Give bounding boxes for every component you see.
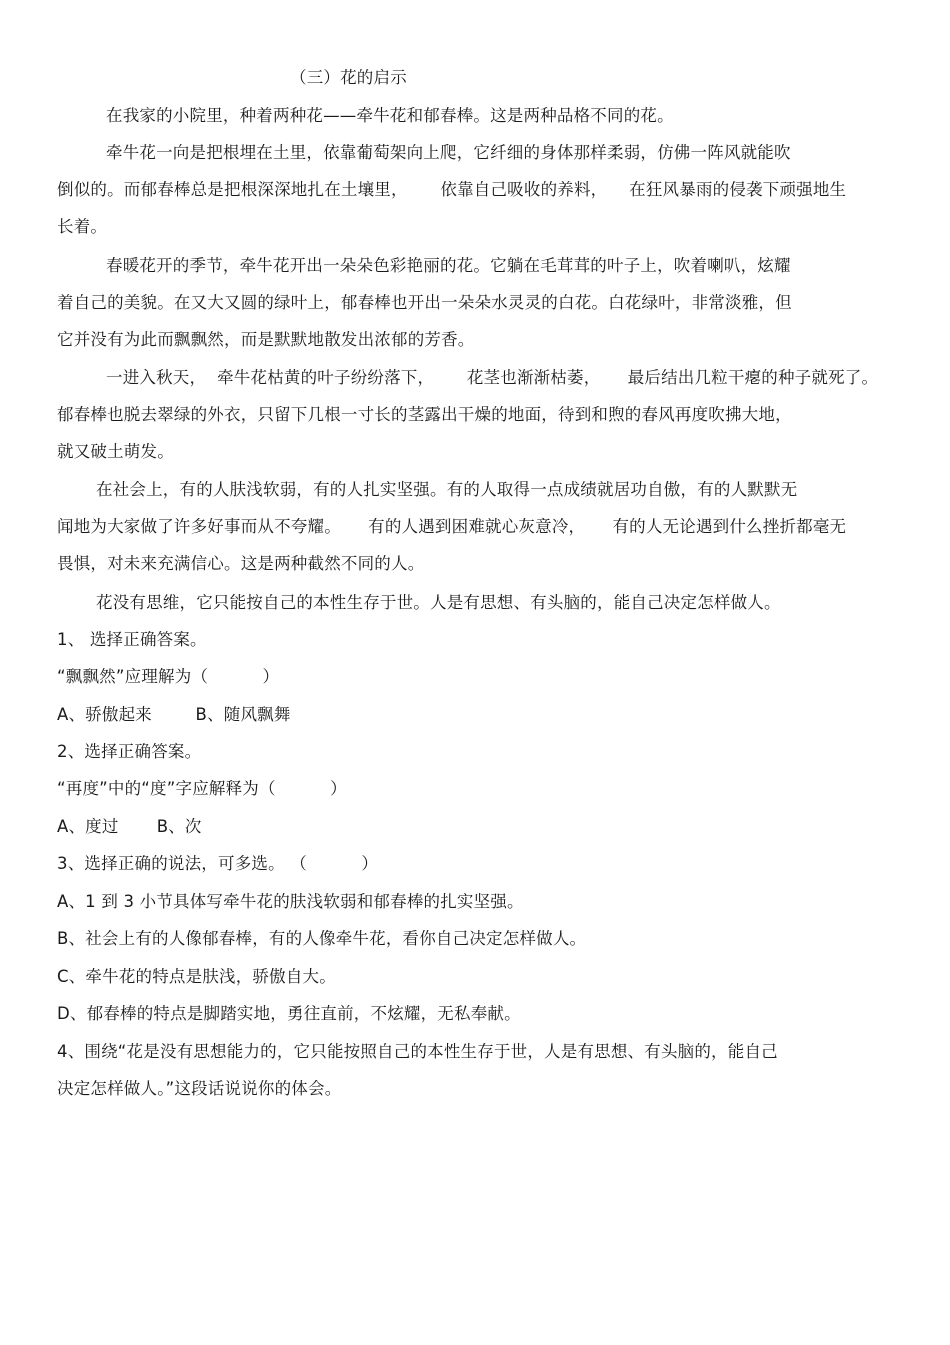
question-3-option-c: C、牵牛花的特点是肤浅，骄傲自大。 bbox=[57, 967, 336, 986]
question-3-heading: 3、选择正确的说法，可多选。 （ ） bbox=[57, 854, 379, 873]
question-3-option-b: B、社会上有的人像郁春棒，有的人像牵牛花，看你自己决定怎样做人。 bbox=[57, 929, 587, 948]
passage-line: 在我家的小院里，种着两种花——牵牛花和郁春棒。这是两种品格不同的花。 bbox=[106, 106, 674, 125]
passage-line: 倒似的。而郁春棒总是把根深深地扎在土壤里， 依靠自己吸收的养料， 在狂风暴雨的侵袭下顽强地生 bbox=[57, 180, 847, 199]
passage-line: 就又破土萌发。 bbox=[57, 442, 174, 461]
passage-line: 花没有思维，它只能按自己的本性生存于世。人是有思想、有头脑的，能自己决定怎样做人。 bbox=[96, 593, 781, 612]
passage-line: 在社会上，有的人肤浅软弱，有的人扎实坚强。有的人取得一点成绩就居功自傲，有的人默默无 bbox=[96, 480, 798, 499]
passage-line: 长着。 bbox=[57, 217, 108, 236]
passage-line: 春暖花开的季节，牵牛花开出一朵朵色彩艳丽的花。它躺在毛茸茸的叶子上，吹着喇叭，炫耀 bbox=[106, 256, 791, 275]
question-2-options: A、度过 B、次 bbox=[57, 817, 202, 836]
question-1-prompt: “飘飘然”应理解为（ ） bbox=[57, 667, 280, 686]
passage-line: 它并没有为此而飘飘然，而是默默地散发出浓郁的芳香。 bbox=[57, 330, 475, 349]
passage-line: 闻地为大家做了许多好事而从不夸耀。 有的人遇到困难就心灰意冷， 有的人无论遇到什么挫折都毫无 bbox=[57, 517, 847, 536]
question-2-heading: 2、选择正确答案。 bbox=[57, 742, 202, 761]
question-4-prompt: 决定怎样做人。”这段话说说你的体会。 bbox=[57, 1079, 342, 1098]
question-1-heading: 1、 选择正确答案。 bbox=[57, 630, 207, 649]
question-3-option-d: D、郁春棒的特点是脚踏实地，勇往直前，不炫耀，无私奉献。 bbox=[57, 1004, 521, 1023]
question-3-option-a: A、1 到 3 小节具体写牵牛花的肤浅软弱和郁春棒的扎实坚强。 bbox=[57, 892, 524, 911]
passage-line: 畏惧，对未来充满信心。这是两种截然不同的人。 bbox=[57, 554, 425, 573]
passage-line: 着自己的美貌。在又大又圆的绿叶上，郁春棒也开出一朵朵水灵灵的白花。白花绿叶，非常淡雅，但 bbox=[57, 293, 792, 312]
passage-line: 一进入秋天， 牵牛花枯黄的叶子纷纷落下， 花茎也渐渐枯萎， 最后结出几粒干瘪的种子就死了。 bbox=[106, 368, 879, 387]
document-title: （三）花的启示 bbox=[290, 68, 407, 87]
passage-line: 郁春棒也脱去翠绿的外衣，只留下几根一寸长的茎露出干燥的地面，待到和煦的春风再度吹拂大地， bbox=[57, 405, 792, 424]
passage-line: 牵牛花一向是把根埋在土里，依靠葡萄架向上爬，它纤细的身体那样柔弱，仿佛一阵风就能吹 bbox=[106, 143, 791, 162]
question-4-prompt: 4、围绕“花是没有思想能力的，它只能按照自己的本性生存于世，人是有思想、有头脑的，能自己 bbox=[57, 1042, 778, 1061]
question-2-prompt: “再度”中的“度”字应解释为（ ） bbox=[57, 779, 347, 798]
question-1-options: A、骄傲起来 B、随风飘舞 bbox=[57, 705, 291, 724]
